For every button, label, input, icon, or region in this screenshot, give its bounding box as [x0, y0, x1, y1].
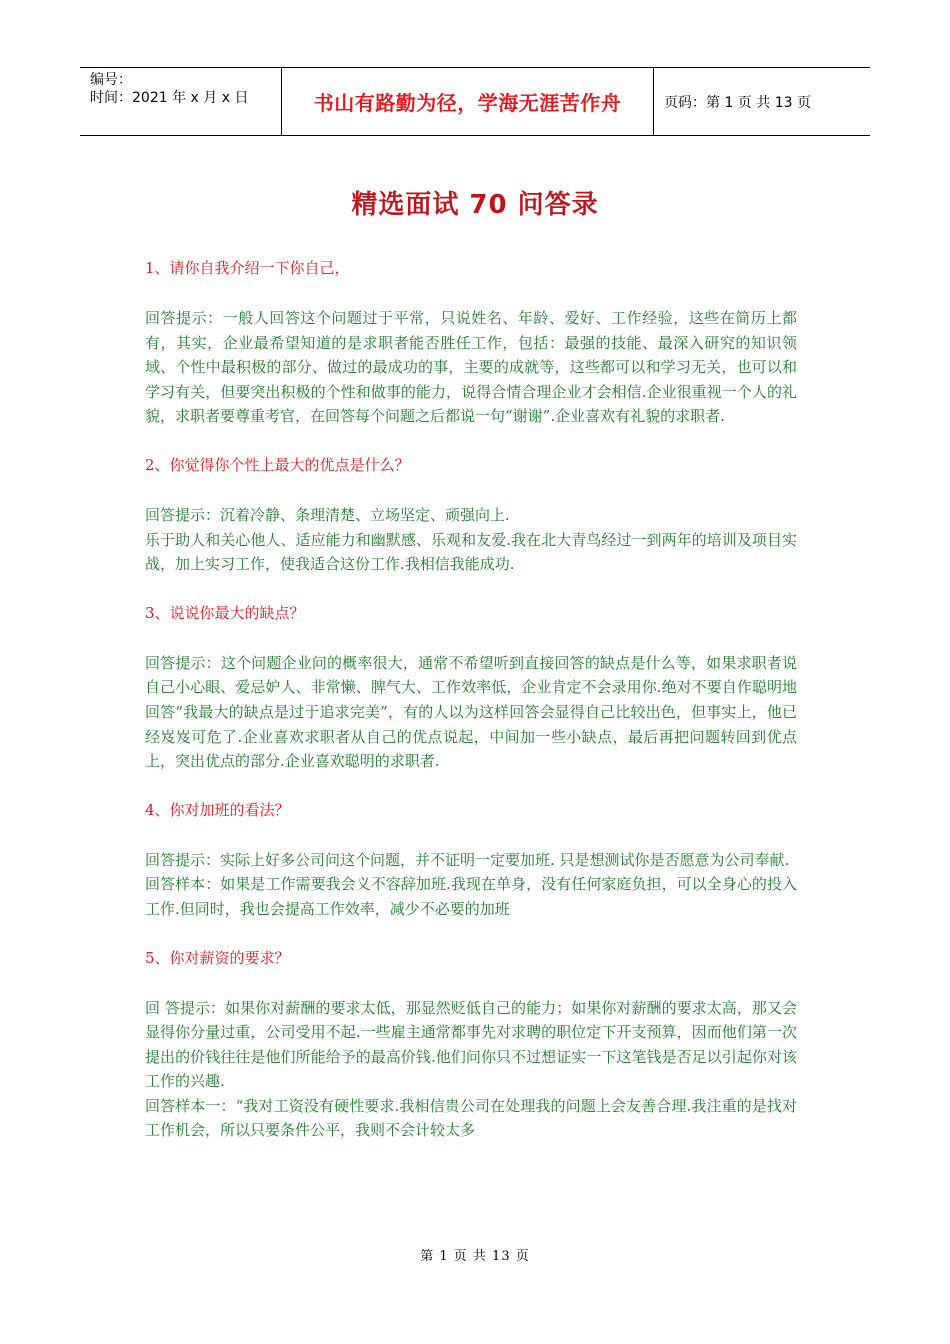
qa-content	[145, 256, 797, 1143]
question-4: 4、你对加班的看法？	[145, 800, 290, 819]
header-table	[80, 67, 870, 136]
header-page-code: 页码：第 1 页 共 13 页	[664, 94, 811, 111]
answer-4-2: 回答样本：如果是工作需要我会义不容辞加班.我现在单身，没有任何家庭负担，可以全身心的投入工作.但同时，我也会提高工作效率，减少不必要的加班	[145, 875, 797, 918]
question-1: 1、请你自我介绍一下你自己，	[145, 259, 350, 277]
answer-4-1: 回答提示：实际上好多公司问这个问题，并不证明一定要加班. 只是想测试你是否愿意为公司奉献.	[145, 850, 790, 869]
answer-3-1: 回答提示：这个问题企业问的概率很大，通常不希望听到直接回答的缺点是什么等，如果求职者说自己小心眼、爱忌妒人、非常懒、脾气大、工作效率低，企业肯定不会录用你.绝对不要自作聪明地回答“我最大的缺点是过于追求完美”，有的人以为这样回答会显得自己比较出色，但事实上，他已经岌岌可危了.企业喜欢求职者从自己的优点说起，中间加一些小缺点，最后再把问题转回到优点上，突出优点的部分.企业喜欢聪明的求职者.	[145, 653, 797, 771]
answer-2-2: 乐于助人和关心他人、适应能力和幽默感、乐观和友爱.我在北大青鸟经过一到两年的培训及项目实战，加上实习工作，使我适合这份工作.我相信我能成功.	[145, 530, 797, 574]
answer-1-1: 回答提示：一般人回答这个问题过于平常，只说姓名、年龄、爱好、工作经验，这些在简历上都有，其实，企业最希望知道的是求职者能否胜任工作，包括：最强的技能、最深入研究的知识领域、个性中最积极的部分、做过的最成功的事，主要的成就等，这些都可以和学习无关，也可以和学习有关，但要突出积极的个性和做事的能力，说得合情合理企业才会相信.企业很重视一个人的礼貌，求职者要尊重考官，在回答每个问题之后都说一句“谢谢”.企业喜欢有礼貌的求职者.	[145, 309, 797, 426]
number-label: 编号：	[90, 72, 132, 88]
page-footer: 第 1 页 共 13 页	[420, 1249, 530, 1264]
answer-2-1: 回答提示：沉着冷静、条理清楚、立场坚定、顽强向上.	[145, 505, 510, 524]
question-2: 2、你觉得你个性上最大的优点是什么？	[145, 455, 410, 474]
answer-5-2: 回答样本一：“我对工资没有硬性要求.我相信贵公司在处理我的问题上会友善合理.我注重的是找对工作机会，所以只要条件公平，我则不会计较太多	[145, 1096, 797, 1140]
answer-5-1: 回 答提示：如果你对薪酬的要求太低，那显然贬低自己的能力；如果你对薪酬的要求太高，那又会显得你分量过重，公司受用不起.一些雇主通常都事先对求聘的职位定下开支预算，因而他们第一次提出的价钱往往是他们所能给予的最高价钱.他们问你只不过想证实一下这笔钱是否足以引起你对该工作的兴趣.	[145, 998, 797, 1091]
document-title: 精选面试 70 问答录	[351, 190, 599, 220]
time-label: 时间：2021 年 x 月 x 日	[90, 90, 249, 106]
question-3: 3、说说你最大的缺点？	[145, 603, 305, 622]
header-motto: 书山有路勤为径，学海无涯苦作舟	[282, 68, 654, 135]
question-5: 5、你对薪资的要求？	[145, 948, 290, 967]
header-meta	[80, 68, 282, 135]
